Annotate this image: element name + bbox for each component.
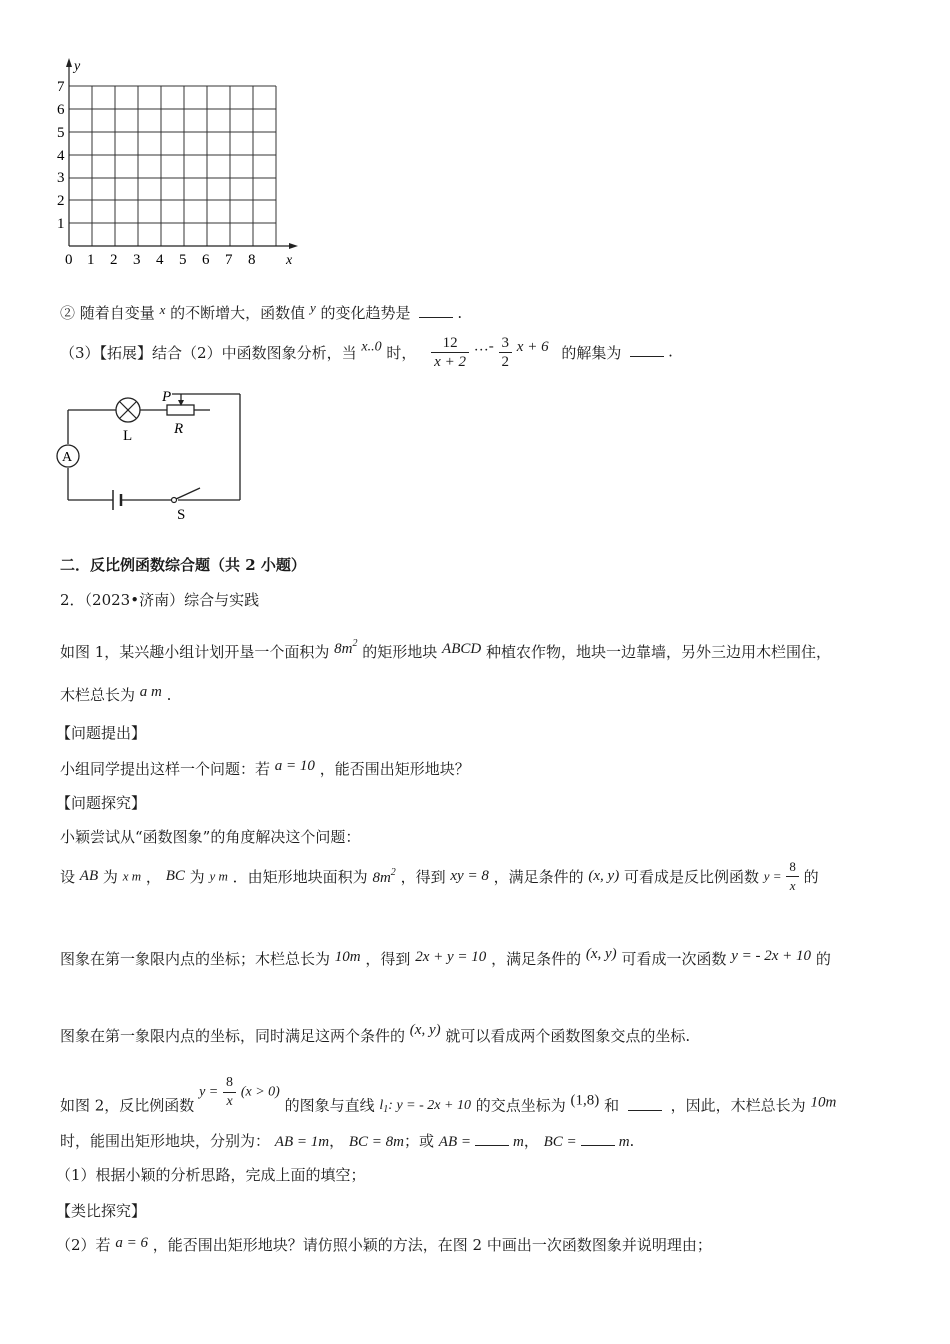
question-line: 小组同学提出这样一个问题：若 a = 10 ，能否围出矩形地块？: [60, 758, 470, 778]
fraction-8-over-x: $\frac{8}{x}$: [786, 858, 799, 895]
answer-blank[interactable]: [628, 1098, 662, 1111]
fraction-8-over-x: $\frac{8}{x}$: [223, 1074, 236, 1111]
x-tick: 7: [225, 252, 233, 268]
heading-question: 【问题提出】: [56, 724, 147, 742]
explanation-line-1: 设 AB 为 x m ， BC 为 y m ．由矩形地块面积为 $8m^2$ ，得到 xy = 8 ，满足条件的 (x, y) 可看成是反比例函数 y = $\frac{8}{x}$ 的: [60, 859, 819, 893]
circle-two-marker: ②: [60, 304, 76, 322]
lamp-label: L: [123, 428, 133, 444]
resistor-label: R: [174, 421, 184, 437]
y-tick: 5: [57, 125, 65, 141]
explanation-line-3: 图象在第一象限内点的坐标，同时满足这两个条件的 (x, y) 就可以看成两个函数图象交点的坐标.: [60, 1022, 691, 1045]
x-tick: 3: [133, 252, 141, 268]
y-tick: 4: [57, 148, 65, 164]
y-axis-arrow: [66, 58, 72, 67]
answer-blank[interactable]: [630, 344, 664, 357]
explore-intro: 小颖尝试从“函数图象”的角度解决这个问题：: [60, 828, 361, 846]
coordinate-grid: [40, 50, 310, 275]
heading-analogy: 【类比探究】: [56, 1202, 147, 1220]
figure2-line: 如图 2，反比例函数 y = $\frac{8}{x}$ (x > 0) 的图象与直线 $l_1$: y = - 2x + 10 的交点坐标为 (1,8) 和 ，因此，木栏总长为 10m: [60, 1075, 837, 1115]
y-tick: 3: [57, 170, 65, 186]
condition: x..0: [361, 339, 382, 355]
switch-label: S: [177, 507, 186, 523]
problem-header: 2．（2023•济南）综合与实践: [60, 591, 260, 609]
trend-question: ② 随着自变量 x 的不断增大，函数值 y 的变化趋势是 .: [60, 300, 463, 322]
x-tick: 1: [87, 252, 95, 268]
x-tick: 5: [179, 252, 187, 268]
switch-icon: [172, 498, 177, 503]
y-tick: 6: [57, 102, 65, 118]
answer-blank[interactable]: [581, 1133, 615, 1146]
y-axis-label: y: [74, 59, 81, 74]
x-tick: 6: [202, 252, 210, 268]
x-tick: 8: [248, 252, 256, 268]
y-tick: 1: [57, 216, 65, 232]
heading-explore: 【问题探究】: [56, 794, 147, 812]
explanation-line-2: 图象在第一象限内点的坐标；木栏总长为 10m ，得到 2x + y = 10 ，满足条件的 (x, y) 可看成一次函数 y = - 2x + 10 的: [60, 946, 831, 968]
fraction-3-2: $\frac{3}{2}$: [499, 334, 513, 371]
subquestion-1: （1）根据小颖的分析思路，完成上面的填空；: [56, 1166, 366, 1184]
x-tick: 4: [156, 252, 164, 268]
extension-question: （3）【拓展】结合（2）中函数图象分析，当 x..0 时， $\frac{12}{x + 2}$ …- $\frac{3}{2}$ x + 6 的解集为 .: [60, 335, 673, 370]
problem-paragraph: 如图 1，某兴趣小组计划开垦一个面积为 $8m^2$ 的矩形地块 ABCD 种植农作物，地块一边靠墙，另外三边用木栏围住，: [60, 638, 831, 661]
x-tick: 0: [65, 252, 73, 268]
x-axis-label: x: [286, 253, 293, 268]
slider-label: P: [162, 389, 172, 405]
subquestion-2: （2）若 a = 6 ，能否围出矩形地块？请仿照小颖的方法，在图 2 中画出一次函数图象并说明理由；: [56, 1235, 712, 1254]
fraction-12: $\frac{12}{x + 2}$: [431, 334, 469, 371]
y-tick: 7: [57, 79, 65, 95]
x-tick: 2: [110, 252, 118, 268]
answer-blank[interactable]: [419, 305, 453, 318]
ammeter-label: A: [62, 450, 73, 465]
section-title: 二．反比例函数综合题（共 2 小题）: [60, 556, 306, 574]
problem-paragraph-cont: 木栏总长为 a m .: [60, 684, 172, 704]
answer-blank[interactable]: [475, 1133, 509, 1146]
circuit-diagram: [50, 385, 250, 525]
y-tick: 2: [57, 193, 65, 209]
x-axis-arrow: [289, 243, 298, 249]
answer-line: 时，能围出矩形地块，分别为： AB = 1m， BC = 8m；或 AB = m， BC = m.: [60, 1132, 635, 1150]
